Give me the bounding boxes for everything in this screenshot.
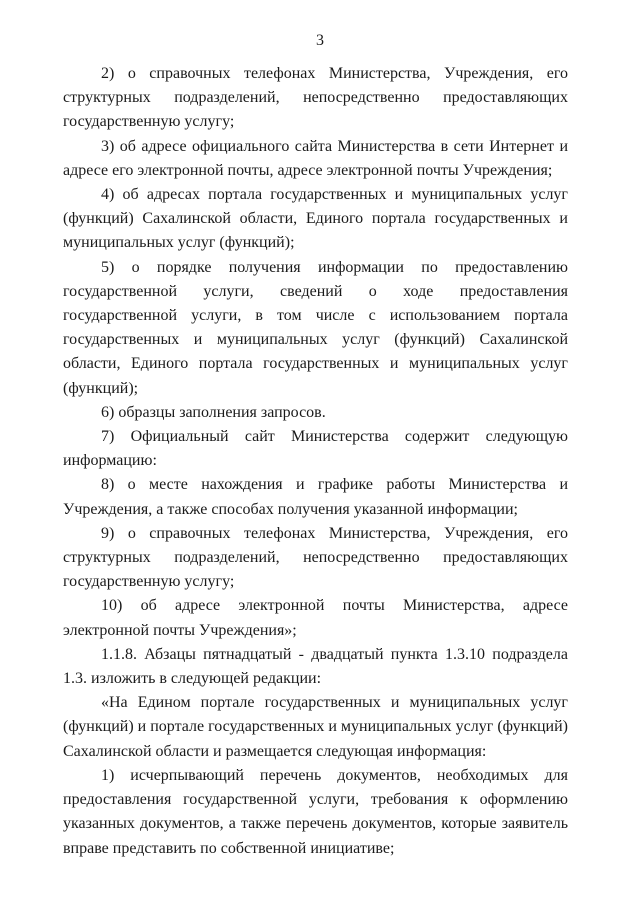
paragraph-1-1-8: 1.1.8. Абзацы пятнадцатый - двадцатый пункта 1.3.10 подраздела 1.3. изложить в следующей редакции: [63,645,568,688]
paragraph-documents-list: 1) исчерпывающий перечень документов, необходимых для предоставления государственной услуги, требования к оформлению указанных документов, а также перечень документов, которые заявитель вправе представить по собственной инициативе; [63,766,568,857]
paragraph-item-4: 4) об адресах портала государственных и муниципальных услуг (функций) Сахалинской области, Единого портала государственных и муниципальных услуг (функций); [63,186,568,252]
paragraph-item-7: 7) Официальный сайт Министерства содержит следующую информацию: [63,428,568,470]
paragraph-item-9: 9) о справочных телефонах Министерства, Учреждения, его структурных подразделений, непосредственно предоставляющих государственную услугу; [63,524,568,591]
paragraph-item-3: 3) об адресе официального сайта Министерства в сети Интернет и адресе его электронной почты, адресе электронной почты Учреждения; [63,137,568,179]
paragraph-item-5: 5) о порядке получения информации по предоставлению государственной услуги, сведений о ходе предоставления государственной услуги, в том числе с использованием портала государственных и муниципальных услуг (функций) Сахалинской области, Единого портала государственных и муниципальных услуг (функций); [63,258,568,397]
paragraph-item-10: 10) об адресе электронной почты Министерства, адресе электронной почты Учреждения»; [63,597,568,639]
document-body [63,62,568,861]
paragraph-portal-info: «На Едином портале государственных и муниципальных услуг (функций) и портале государственных и муниципальных услуг (функций) Сахалинской области и размещается следующая информация: [63,694,568,760]
paragraph-item-8: 8) о месте нахождения и графике работы Министерства и Учреждения, а также способах получения указанной информации; [63,476,568,518]
paragraph-item-2: 2) о справочных телефонах Министерства, Учреждения, его структурных подразделений, непосредственно предоставляющих государственную услугу; [63,65,568,131]
paragraph-item-6: 6) образцы заполнения запросов. [101,403,326,421]
page-number: 3 [316,32,324,49]
